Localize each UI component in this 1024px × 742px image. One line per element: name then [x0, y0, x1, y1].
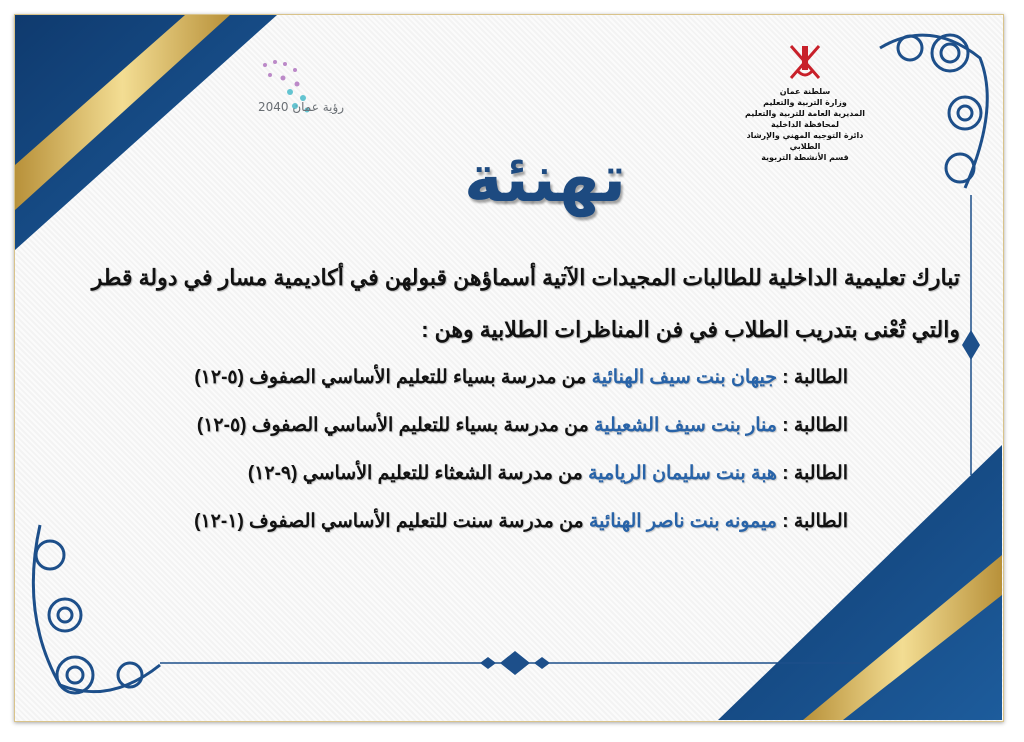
bottom-divider-line [160, 648, 860, 678]
student-details: من مدرسة سنت للتعليم الأساسي الصفوف (١-١٢) [194, 511, 589, 532]
student-label: الطالبة : [776, 463, 848, 484]
student-details: من مدرسة بسياء للتعليم الأساسي الصفوف (٥-١٢) [196, 415, 595, 436]
ministry-line: سلطنة عمان [779, 87, 831, 96]
students-list [128, 360, 848, 552]
list-item [128, 456, 848, 504]
oman-emblem-icon [785, 40, 825, 82]
list-item [128, 360, 848, 408]
student-name: هبة بنت سليمان الريامية [588, 463, 777, 484]
ministry-line: المديرية العامة للتربية والتعليم لمحافظة الداخلية [745, 109, 865, 129]
right-divider-line [960, 195, 982, 475]
list-item [128, 504, 848, 552]
ministry-line: وزارة التربية والتعليم [763, 98, 847, 107]
student-name: منار بنت سيف الشعيلية [594, 415, 777, 436]
intro-paragraph: تبارك تعليمية الداخلية للطالبات المجيدات الآتية أسماؤهن قبولهن في أكاديمية مسار في دولة قطر والتي تُعْنى بتدريب الطلاب في فن المناظرات الطلابية وهن : [91, 265, 960, 342]
student-name: جيهان بنت سيف الهنائية [591, 367, 777, 388]
ministry-line: قسم الأنشطة التربوية [761, 153, 849, 162]
list-item [128, 408, 848, 456]
student-label: الطالبة : [776, 367, 848, 388]
top-left-ribbon [15, 15, 280, 255]
page-title: تهنئة [463, 140, 627, 217]
student-details: من مدرسة الشعثاء للتعليم الأساسي (٩-١٢) [247, 463, 589, 484]
ministry-line: دائرة التوجيه المهني والإرشاد الطلابي [746, 131, 864, 151]
student-label: الطالبة : [776, 415, 848, 436]
vision-logo-text: رؤية عمان 2040 [258, 100, 345, 114]
student-label: الطالبة : [776, 511, 848, 532]
oman-vision-2040-logo [245, 50, 335, 130]
student-name: ميمونه بنت ناصر الهنائية [589, 511, 777, 532]
student-details: من مدرسة بسياء للتعليم الأساسي الصفوف (٥-١٢) [194, 367, 592, 388]
